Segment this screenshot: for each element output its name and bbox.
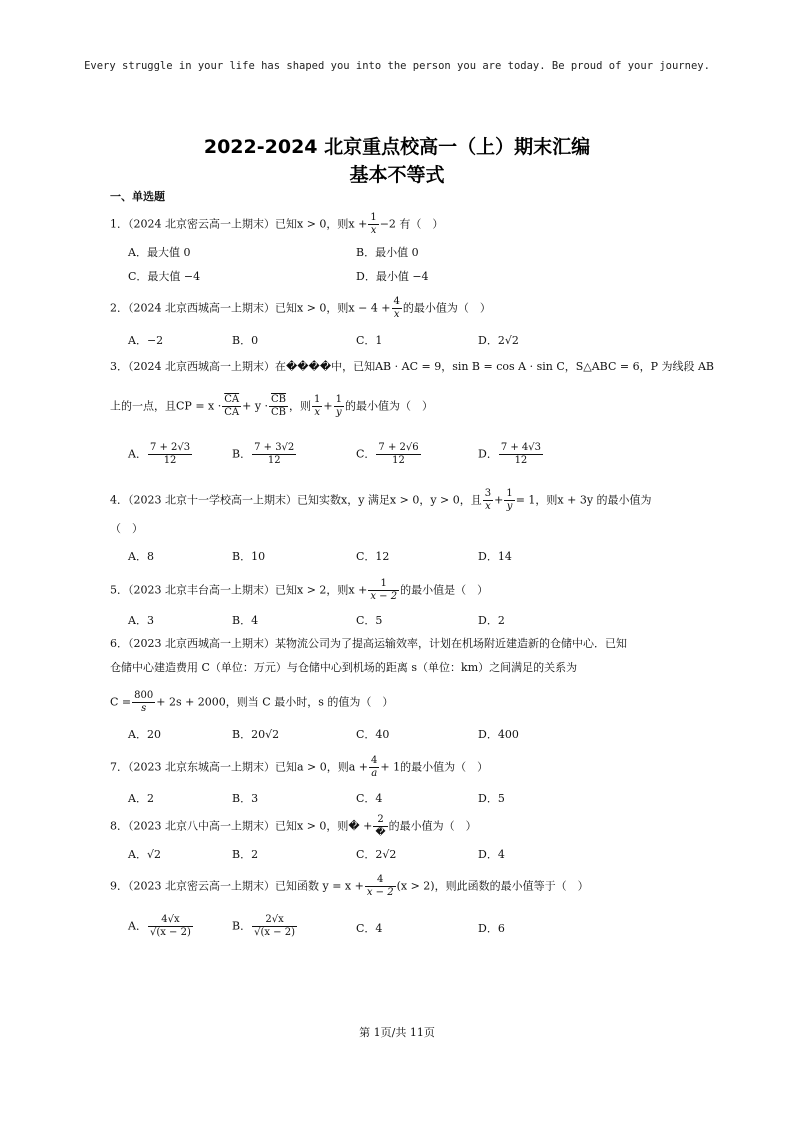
- option-b: B．2: [232, 848, 259, 861]
- fraction: $\frac{4}{x}$: [393, 296, 400, 320]
- question-3-line-1: 3．（2024 北京西城高一上期末）在����中，已知AB · AC = 9，sin B = cos A · sin C，S△ABC = 6，P 为线段 AB: [110, 360, 715, 373]
- option-c: C．4: [356, 792, 383, 805]
- option-c: C．2√2: [356, 848, 397, 861]
- question-6-line-1: 6．（2023 北京西城高一上期末）某物流公司为了提高运输效率，计划在机场附近建造新的仓储中心．已知: [110, 637, 627, 650]
- option-a: A．√2: [128, 848, 161, 861]
- question-4: 4．（2023 北京十一学校高一上期末）已知实数x，y 满足x > 0，y > 0，且 $\frac{3}{x}$ + $\frac{1}{y}$ = 1，则x + 3y 的最小值为: [110, 488, 652, 512]
- motto-header: Every struggle in your life has shaped you into the person you are today. Be proud of your journey.: [84, 60, 710, 72]
- option-b: B． $\frac{2√x}{√(x - 2)}$: [232, 914, 296, 938]
- option-c: C．1: [356, 334, 383, 347]
- question-9: 9．（2023 北京密云高一上期末）已知函数 y = x + $\frac{4}{x - 2}$ (x > 2)，则此函数的最小值等于（ ）: [110, 874, 589, 898]
- option-d: D．14: [478, 550, 512, 563]
- page-subtitle: 基本不等式: [349, 164, 445, 186]
- option-b: B．10: [232, 550, 266, 563]
- option-d: D． $\frac{7 + 4√3}{12}$: [478, 442, 542, 466]
- option-d: D．400: [478, 728, 519, 741]
- option-c: C．4: [356, 922, 383, 935]
- option-a: A．最大值 0: [128, 246, 191, 259]
- option-b: B．最小值 0: [356, 246, 419, 259]
- question-5: 5．（2023 北京丰台高一上期末）已知x > 2，则x + $\frac{1}{x - 2}$ 的最小值是（ ）: [110, 578, 489, 602]
- question-7: 7．（2023 北京东城高一上期末）已知a > 0，则a + $\frac{4}{a}$ + 1的最小值为（ ）: [110, 755, 489, 779]
- option-c: C．5: [356, 614, 383, 627]
- option-c: C． $\frac{7 + 2√6}{12}$: [356, 442, 419, 466]
- option-d: D．2√2: [478, 334, 519, 347]
- option-a: A．20: [128, 728, 161, 741]
- option-a: A． $\frac{4√x}{√(x - 2)}$: [128, 914, 191, 938]
- option-d: D．5: [478, 792, 505, 805]
- option-a: A．3: [128, 614, 154, 627]
- question-8: 8．（2023 北京八中高一上期末）已知x > 0，则� + $\frac{2}{�}$ 的最小值为（ ）: [110, 814, 477, 838]
- question-2: 2．（2024 北京西城高一上期末）已知x > 0，则x − 4 + $\frac{4}{x}$ 的最小值为（ ）: [110, 296, 491, 320]
- option-b: B．3: [232, 792, 259, 805]
- option-a: A． $\frac{7 + 2√3}{12}$: [128, 442, 191, 466]
- question-6-line-3: C = $\frac{800}{s}$ + 2s + 2000，则当 C 最小时，s 的值为（ ）: [110, 690, 394, 714]
- page-footer: 第 1页/共 11页: [359, 1026, 435, 1039]
- option-b: B． $\frac{7 + 3√2}{12}$: [232, 442, 295, 466]
- page-title: 2022-2024 北京重点校高一（上）期末汇编: [203, 136, 591, 158]
- option-c: C．最大值 −4: [128, 270, 201, 283]
- option-d: D．6: [478, 922, 505, 935]
- fraction: $\frac{1}{x}$: [370, 212, 377, 236]
- option-b: B．20√2: [232, 728, 280, 741]
- option-b: B．4: [232, 614, 259, 627]
- option-a: A．−2: [128, 334, 164, 347]
- question-3-line-2: 上的一点，且CP = x · $\frac{\overline{CA}}{CA}$ + y · $\frac{\overline{CB}}{CB}$ ，则 $\frac{1}{x}$ + $\frac{1}{y}$ 的最小值为（ ）: [110, 394, 433, 418]
- option-d: D．4: [478, 848, 505, 861]
- option-a: A．8: [128, 550, 154, 563]
- option-c: C．40: [356, 728, 390, 741]
- option-a: A．2: [128, 792, 154, 805]
- question-6-line-2: 仓储中心建造费用 C（单位：万元）与仓储中心到机场的距离 s（单位：km）之间满足的关系为: [110, 661, 578, 674]
- option-b: B．0: [232, 334, 259, 347]
- option-d: D．最小值 −4: [356, 270, 429, 283]
- option-d: D．2: [478, 614, 505, 627]
- option-c: C．12: [356, 550, 390, 563]
- question-1: 1．（2024 北京密云高一上期末）已知x > 0，则x + $\frac{1}{x}$ −2 有（ ）: [110, 212, 444, 236]
- question-4-paren: （ ）: [110, 522, 143, 535]
- section-heading: 一、单选题: [110, 190, 165, 203]
